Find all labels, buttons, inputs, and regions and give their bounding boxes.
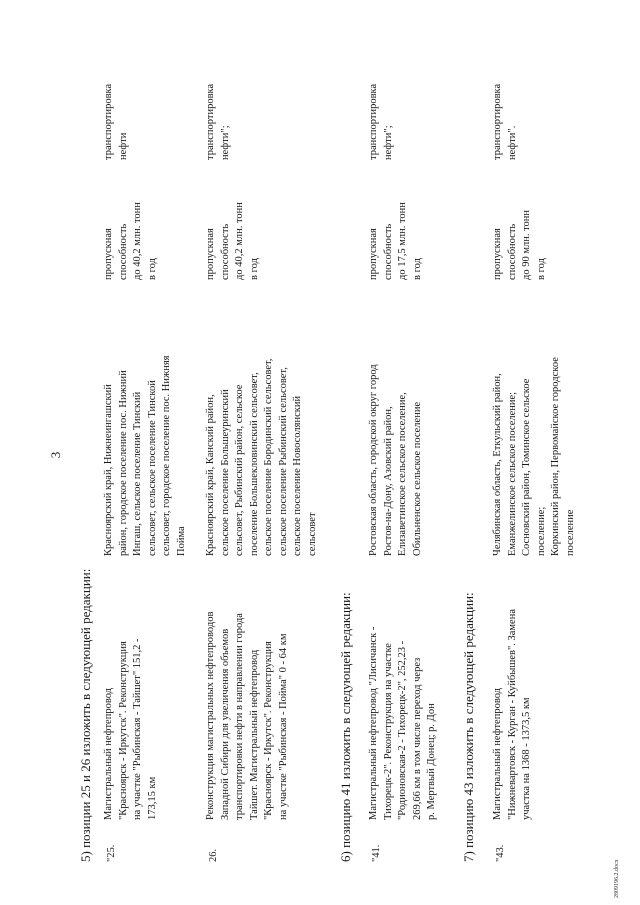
row-41-number: "41. [371,844,382,862]
row-43-purpose: транспортировка нефти". [492,83,518,160]
row-43-location: Челябинская область, Еткульский район, Еманжелинское сельское поселение; Сосновский район, Томинское сельское поселение; Коркинский район, Первомайское городское поселение [492,357,576,556]
row-25-purpose: транспортировка нефти [103,83,129,160]
row-26-purpose: транспортировка нефти"; [205,83,231,160]
row-25-capacity: пропускная способность до 40,2 млн. тонн в год [103,202,158,280]
section-intro-41: 6) позицию 41 изложить в следующей редакции: [338,592,353,862]
row-25-object: Магистральный нефтепровод "Красноярск - Иркутск". Реконструкция на участке "Рыбинская - Тайшет" 151,2 - 173,15 км [103,638,158,820]
page-number: 3 [48,451,63,459]
row-41-capacity: пропускная способность до 17,5 млн. тонн в год [368,202,423,280]
section-intro-25-26: 5) позиции 25 и 26 изложить в следующей редакции: [78,568,93,862]
row-41-object: Магистральный нефтепровод "Лисичанск - Тихорецк-2". Реконструкция на участке "Родионовская-2 - Тихорецк-2", 252,23 - 269,66 км в том числе переход через р. Мертвый Донец; р. Дон [368,626,437,820]
row-43-number: "43. [495,844,506,862]
row-26-object: Реконструкция магистральных нефтепроводов Западной Сибири для увеличения объемов транспортировки нефти в направлении города Тайшет. Магистральный нефтепровод "Красноярск - Иркутск". Реконструкция на участке "Рыбинская - Пойма" 0 - 64 км [205,611,289,820]
row-25-location: Красноярский край, Нижнеингашский район, городское поселение пос. Нижний Ингаш, сельское поселение Тинский сельсовет, сельское поселение Тинской сельсовет, городское поселение пос. Нижняя Пойма [103,355,187,556]
row-43-capacity: пропускная способность до 90 млн. тонн в год [492,209,547,280]
row-41-purpose: транспортировка нефти"; [368,83,394,160]
row-26-capacity: пропускная способность до 40,2 млн. тонн в год [205,202,260,280]
row-26-number: 26. [208,848,219,862]
section-intro-43: 7) позицию 43 изложить в следующей редакции: [461,592,476,862]
document-footer: 2809196.2.docx [614,859,620,898]
row-26-location: Красноярский край, Канский район, сельское поселение Большеуринский сельсовет, Рыбинский район, сельское поселение Большекловинский сельсовет, сельское поселение Бородинский сельсовет, сельское поселение Рыбинский сельсовет, сельское поселение Новосолянский сельсовет [205,358,318,556]
row-43-object: Магистральный нефтепровод "Нижневартовск - Курган - Куйбышев". Замена участка на 1368 - 1373,5 км [492,609,532,820]
row-25-number: "25. [106,844,117,862]
row-41-location: Ростовская область, городской округ город Ростов-на-Дону, Азовский район, Елизаветинское сельское поселение, Обильненское сельское поселение [368,364,423,556]
